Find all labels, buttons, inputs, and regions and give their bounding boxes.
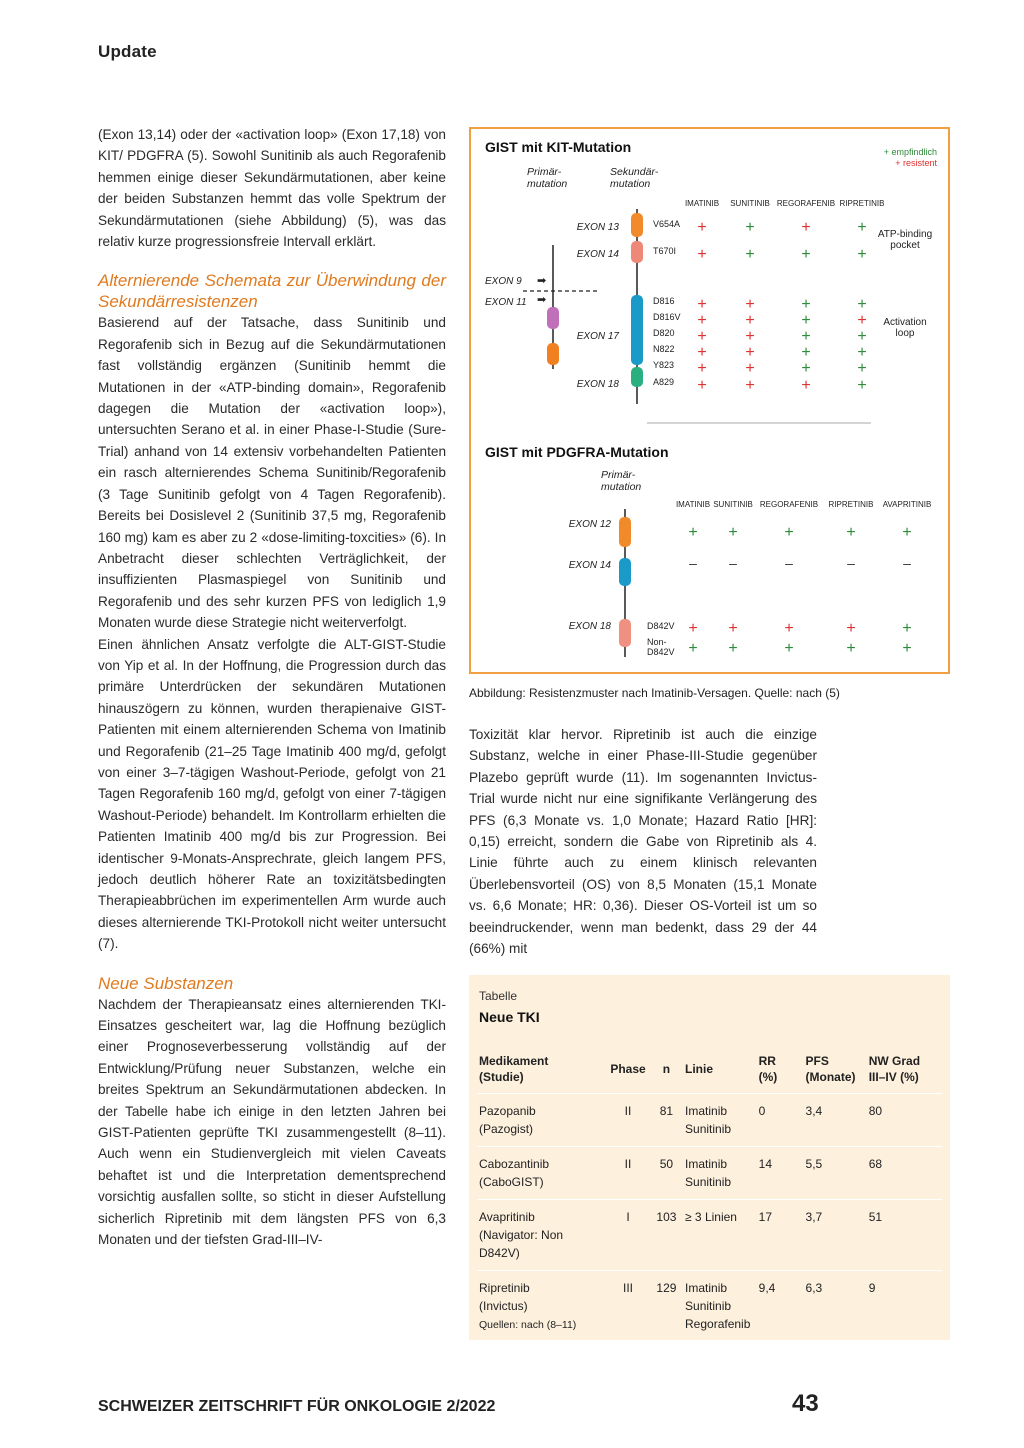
exon-label: EXON 14	[568, 560, 611, 571]
page-number: 43	[792, 1390, 819, 1417]
table-cell: 6,3	[804, 1271, 867, 1342]
sensitive-plus-mark: +	[728, 524, 738, 541]
dash-mark: –	[903, 555, 911, 571]
tki-table	[477, 1051, 942, 1341]
table-cell: Pazopanib (Pazogist)	[477, 1094, 606, 1147]
table-cell: 68	[867, 1147, 942, 1200]
left-column	[98, 124, 446, 1251]
resistant-plus-mark: +	[697, 219, 707, 236]
table-cell: 17	[757, 1200, 804, 1271]
sensitive-plus-mark: +	[801, 312, 811, 329]
resistant-plus-mark: +	[697, 296, 707, 313]
table-cell: III	[606, 1271, 650, 1342]
exon-block	[631, 213, 643, 237]
resistant-plus-mark: +	[697, 360, 707, 377]
sensitive-plus-mark: +	[857, 296, 867, 313]
resistant-plus-mark: +	[688, 620, 698, 637]
mutation-label: D820	[653, 328, 675, 338]
drug-column-header: IMATINIB	[675, 500, 711, 509]
table-cell: 14	[757, 1147, 804, 1200]
table-cell: 9	[867, 1271, 942, 1342]
section-heading: Neue Substanzen	[98, 973, 234, 993]
table-source: Quellen: nach (8–11)	[479, 1319, 577, 1331]
drug-column-header: SUNITINIB	[730, 199, 770, 208]
sensitive-plus-mark: +	[784, 524, 794, 541]
primary-mutation-label: Primär-mutation	[601, 469, 642, 493]
sensitive-plus-mark: +	[857, 360, 867, 377]
resistant-plus-mark: +	[745, 296, 755, 313]
sensitive-plus-mark: +	[846, 524, 856, 541]
sensitive-plus-mark: +	[801, 296, 811, 313]
resistant-plus-mark: +	[697, 377, 707, 394]
exon-label: EXON 18	[576, 379, 619, 390]
resistant-plus-mark: +	[745, 312, 755, 329]
resistant-plus-mark: +	[801, 219, 811, 236]
table-header-cell: RR (%)	[758, 1054, 778, 1084]
kit-section-title: GIST mit KIT-Mutation	[485, 139, 632, 155]
resistant-plus-mark: +	[745, 377, 755, 394]
exon-label: EXON 9	[485, 276, 522, 287]
sensitive-plus-mark: +	[801, 246, 811, 263]
paragraph: Einen ähnlichen Ansatz verfolgte die ALT-GIST-Studie von Yip et al. In der Hoffnung, die Progression durch das primäre Unterdrücken der sekundären Mutationen hinauszögern zu können, wurden therapienaive GIST-Patienten mit einem alternierenden Schema von Imatinib und Regorafenib (21–25 Tage Imatinib 400 mg/d, gefolgt von einer 3–7-tägigen Washout-Periode, gefolgt von 21 Tagen Regorafenib 160 mg/d, gefolgt von einer 7-tägigen Washout-Periode) behandelt. Im Kontrollarm erhielten die Patienten Imatinib 400 mg/d bis zur Progression. Bei identischer 9-Monats-Ansprechrate, gleich langem PFS, jedoch deutlich höherer Rate an toxizitätsbedingten Therapieabbrüchen im experimentellen Arm wurde auch dieses alternierende TKI-Protokoll nicht weiter untersucht (7).	[98, 636, 446, 952]
exon-block	[619, 517, 631, 547]
resistant-plus-mark: +	[745, 360, 755, 377]
resistant-plus-mark: +	[697, 328, 707, 345]
table-header-cell: Medikament (Studie)	[479, 1054, 549, 1084]
exon-label: EXON 13	[576, 222, 619, 233]
resistance-diagram	[471, 129, 948, 672]
table-cell: 0	[757, 1094, 804, 1147]
exon-label: EXON 17	[576, 331, 619, 342]
dash-mark: –	[847, 555, 855, 571]
table-cell: Imatinib Sunitinib	[683, 1147, 757, 1200]
sensitive-plus-mark: +	[688, 640, 698, 657]
activation-loop-label: Activation loop	[883, 317, 927, 339]
sensitive-plus-mark: +	[857, 344, 867, 361]
table-header-cell: n	[662, 1062, 671, 1076]
sensitive-plus-mark: +	[857, 328, 867, 345]
exon-label: EXON 12	[568, 519, 611, 530]
table-row	[477, 1200, 942, 1271]
resistant-plus-mark: +	[745, 344, 755, 361]
exon-block	[631, 295, 643, 365]
table-cell: 81	[650, 1094, 683, 1147]
paragraph: Nachdem der Therapieansatz eines alternierenden TKI-Einsatzes gescheitert war, lag die Hoffnung bezüglich einer Prognoseverbesserung vollständig auf der Entwicklung/Prüfung neuer Substanzen, welche ein breites Spektrum an Sekundärmutationen abdecken. In der Tabelle habe ich einige in den letzten Jahren bei GIST-Patienten geprüfte TKI zusammengestellt (8–11). Auch wenn ein Studienvergleich mit vielen Caveats behaftet ist und die Interpretation dementsprechend vorsichtig ausfallen sollte, so sticht in dieser Aufstellung sicherlich Ripretinib mit dem längsten PFS von 6,3 Monaten und der tiefsten Grad-III–IV-	[98, 996, 446, 1248]
arrow-icon: ➡	[537, 294, 547, 306]
sensitive-plus-mark: +	[857, 219, 867, 236]
table-header-cell: PFS (Monate)	[805, 1054, 856, 1084]
table-cell: 3,7	[804, 1200, 867, 1271]
drug-column-header: AVAPRITINIB	[882, 500, 932, 509]
sensitive-plus-mark: +	[902, 524, 912, 541]
exon-label: EXON 14	[576, 249, 619, 260]
mutation-label: D816V	[653, 312, 681, 322]
table-header-cell: NW Grad III–IV (%)	[868, 1054, 921, 1084]
drug-column-header: REGORAFENIB	[759, 500, 819, 509]
table-cell: ≥ 3 Linien	[683, 1200, 757, 1271]
resistant-plus-mark: +	[801, 377, 811, 394]
sensitive-plus-mark: +	[801, 344, 811, 361]
legend-resistant: + resistent	[895, 158, 937, 168]
figure-caption: Abbildung: Resistenzmuster nach Imatinib-Versagen. Quelle: nach (5)	[469, 686, 840, 700]
table-cell: I	[606, 1200, 650, 1271]
sensitive-plus-mark: +	[784, 640, 794, 657]
dash-mark: –	[729, 555, 737, 571]
journal-footer: SCHWEIZER ZEITSCHRIFT FÜR ONKOLOGIE 2/2022	[98, 1398, 496, 1415]
table-cell: 50	[650, 1147, 683, 1200]
mutation-label: N822	[653, 344, 675, 354]
legend-sensitive: + empfindlich	[883, 147, 937, 157]
table-label: Tabelle	[479, 989, 518, 1003]
section-heading: Alternierende Schemata zur Überwindung der Sekundärresistenzen	[98, 271, 446, 312]
table-cell: II	[606, 1147, 650, 1200]
table-cell: 80	[867, 1094, 942, 1147]
table-cell: Imatinib Sunitinib	[683, 1094, 757, 1147]
mutation-label: V654A	[653, 219, 681, 229]
dash-mark: –	[689, 555, 697, 571]
mutation-label: D816	[653, 296, 675, 306]
sensitive-plus-mark: +	[745, 246, 755, 263]
table-row	[477, 1094, 942, 1147]
sensitive-plus-mark: +	[801, 328, 811, 345]
table-title: Neue TKI	[479, 1009, 540, 1025]
table-cell: Avapritinib (Navigator: Non D842V)	[477, 1200, 606, 1271]
table-header-cell: Phase	[610, 1062, 646, 1076]
exon-block	[547, 307, 559, 329]
running-header: Update	[98, 42, 157, 61]
sensitive-plus-mark: +	[728, 640, 738, 657]
resistance-figure	[469, 127, 950, 674]
exon-block	[631, 367, 643, 387]
exon-block	[547, 343, 559, 365]
sensitive-plus-mark: +	[902, 640, 912, 657]
table-cell: Cabozantinib (CaboGIST)	[477, 1147, 606, 1200]
resistant-plus-mark: +	[784, 620, 794, 637]
resistant-plus-mark: +	[697, 246, 707, 263]
sensitive-plus-mark: +	[745, 219, 755, 236]
table-cell: II	[606, 1094, 650, 1147]
sensitive-plus-mark: +	[857, 377, 867, 394]
table-cell: 9,4	[757, 1271, 804, 1342]
pdgfra-section-title: GIST mit PDGFRA-Mutation	[485, 444, 669, 460]
drug-column-header: IMATINIB	[684, 199, 720, 208]
sensitive-plus-mark: +	[857, 246, 867, 263]
resistant-plus-mark: +	[846, 620, 856, 637]
exon-label: EXON 11	[485, 297, 527, 308]
drug-column-header: SUNITINIB	[713, 500, 753, 509]
secondary-mutation-label: Sekundär-mutation	[610, 166, 659, 190]
mutation-label: A829	[653, 377, 675, 387]
paragraph: Toxizität klar hervor. Ripretinib ist auch die einzige Substanz, welche in einer Phase-III-Studie gegenüber Plazebo geprüft wurde (11). Im sogenannten Invictus-Trial wurde nicht nur eine signifikante Verlängerung des PFS (6,3 Monate vs. 1,0 Monate; Hazard Ratio [HR]: 0,15) erreicht, sondern die Gabe von Ripretinib als 4. Linie führte auch zu einem klinisch relevanten Überlebensvorteil (OS) von 8,5 Monaten (15,1 Monate vs. 6,6 Monate; HR: 0,36). Dieser OS-Vorteil ist um so beeindruckender, wenn man bedenkt, dass 29 der 44 (66%) mit	[469, 727, 817, 957]
sensitive-plus-mark: +	[846, 640, 856, 657]
table-cell: 103	[650, 1200, 683, 1271]
tki-table-box	[469, 975, 950, 1340]
drug-column-header: RIPRETINIB	[828, 500, 874, 509]
resistant-plus-mark: +	[697, 344, 707, 361]
exon-block	[619, 619, 631, 647]
exon-block	[619, 558, 631, 586]
mutation-label: T670I	[653, 246, 677, 256]
resistant-plus-mark: +	[745, 328, 755, 345]
paragraph: (Exon 13,14) oder der «activation loop» (Exon 17,18) von KIT/ PDGFRA (5). Sowohl Sunitinib als auch Regorafenib hemmen einige dieser Sekundärmutationen, aber keine der beiden Substanzen hemmt das volle Spektrum der Sekundärmutationen (siehe Abbildung) (5), was das relativ kurze progressionsfreie Intervall erklärt.	[98, 127, 446, 250]
drug-column-header: REGORAFENIB	[776, 199, 836, 208]
table-cell: 3,4	[804, 1094, 867, 1147]
resistant-plus-mark: +	[697, 312, 707, 329]
resistant-plus-mark: +	[728, 620, 738, 637]
arrow-icon: ➡	[537, 275, 547, 287]
right-column	[469, 724, 817, 959]
table-cell: 5,5	[804, 1147, 867, 1200]
exon-label: EXON 18	[568, 621, 611, 632]
resistant-plus-mark: +	[857, 312, 867, 329]
dash-mark: –	[785, 555, 793, 571]
sensitive-plus-mark: +	[902, 620, 912, 637]
table-cell: 129	[650, 1271, 683, 1342]
table-cell: Imatinib Sunitinib Regorafenib	[683, 1271, 757, 1342]
table-cell: 51	[867, 1200, 942, 1271]
mutation-label: D842V	[647, 621, 675, 631]
atp-binding-label: ATP-binding pocket	[877, 229, 933, 251]
table-header-cell: Linie	[685, 1062, 714, 1076]
mutation-label: Y823	[653, 360, 675, 370]
primary-mutation-label: Primär-mutation	[527, 166, 568, 190]
table-row	[477, 1147, 942, 1200]
exon-block	[631, 241, 643, 263]
table-cell: Ripretinib (Invictus)	[477, 1271, 606, 1342]
sensitive-plus-mark: +	[801, 360, 811, 377]
mutation-label: Non-D842V	[647, 637, 675, 657]
drug-column-header: RIPRETINIB	[839, 199, 885, 208]
sensitive-plus-mark: +	[688, 524, 698, 541]
paragraph: Basierend auf der Tatsache, dass Sunitinib und Regorafenib sich in Bezug auf die Sekundärmutationen fast vollständig ergänzen (Sunitinib hemmt die Mutationen in der «ATP-binding domain», Regorafenib dagegen die Mutation der «activation loop»), untersuchten Serano et al. in einer Phase-I-Studie (Sure-Trial) anhand von 14 extensiv vorbehandelten Patienten ein rasch alternierendes Schema Sunitinib/Regorafenib (3 Tage Sunitinib gefolgt von 4 Tagen Regorafenib). Bereits bei Dosislevel 2 (Sunitinib 37,5 mg, Regorafenib 160 mg) kam es aber zu 2 «dose-limiting-toxcities» (6). In Anbetracht dieser schlechten Verträglichkeit, der insuffizienten Plasmaspiegel von Sunitinib und Regorafenib und des sehr kurzen PFS von lediglich 1,9 Monaten wurde diese Strategie nicht weiterverfolgt.	[98, 315, 446, 631]
